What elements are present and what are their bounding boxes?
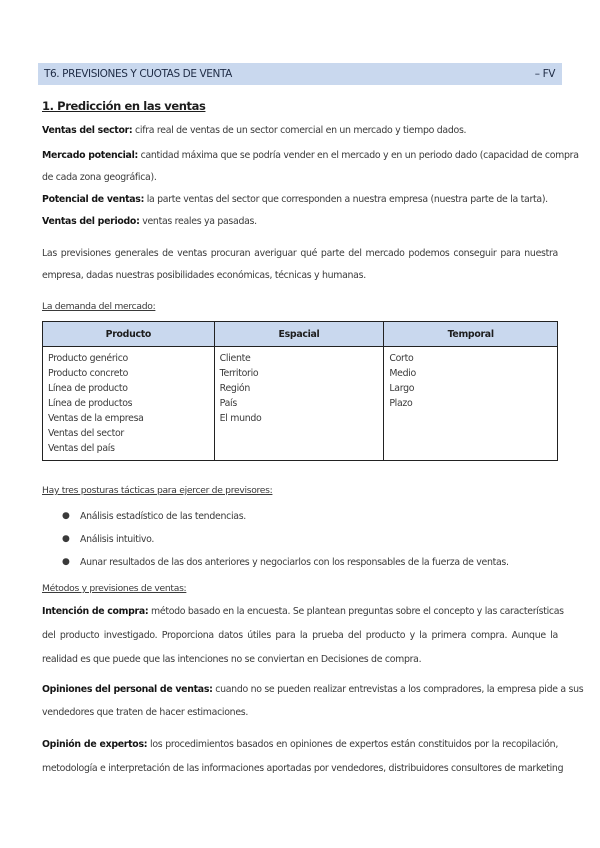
- method-intencion-compra: Intención de compra: método basado en la encuesta. Se plantean preguntas sobre el concepto y las características: [42, 606, 564, 617]
- method-intencion-compra-line3: realidad es que puede que las intenciones no se conviertan en Decisiones de compra.: [42, 654, 422, 665]
- methods-subtitle: Métodos y previsiones de ventas:: [42, 583, 187, 594]
- definition-ventas-periodo: Ventas del periodo: ventas reales ya pasadas.: [42, 216, 257, 227]
- method-opiniones-personal: Opiniones del personal de ventas: cuando no se pueden realizar entrevistas a los compradores, la empresa pide a sus: [42, 684, 584, 695]
- table-header-espacial: Espacial: [214, 322, 384, 347]
- definition-ventas-sector: Ventas del sector: cifra real de ventas de un sector comercial en un mercado y tiempo dados.: [42, 125, 467, 136]
- document-header: [38, 63, 562, 85]
- section-title: 1. Predicción en las ventas: [42, 99, 206, 113]
- bullet-icon: ●: [62, 557, 70, 567]
- definition-potencial-ventas: Potencial de ventas: la parte ventas del sector que corresponden a nuestra empresa (nuestra parte de la tarta).: [42, 194, 548, 205]
- bullet-icon: ●: [62, 534, 70, 544]
- table-header-temporal: Temporal: [384, 322, 558, 347]
- table-cell-producto: Producto genérico Producto concreto Línea de producto Línea de productos Ventas de la empresa Ventas del sector Ventas del país: [43, 347, 215, 461]
- method-intencion-compra-line2: del producto investigado. Proporciona datos útiles para la prueba del producto y la primera compra. Aunque la: [42, 630, 558, 641]
- demand-table: [42, 321, 558, 461]
- definition-mercado-potencial-cont: de cada zona geográfica).: [42, 172, 157, 183]
- method-opiniones-personal-line2: vendedores que traten de hacer estimaciones.: [42, 707, 249, 718]
- intro-paragraph-cont: empresa, dadas nuestras posibilidades económicas, técnicas y humanas.: [42, 270, 366, 281]
- list-item: ● Análisis estadístico de las tendencias.: [62, 505, 509, 528]
- table-header-producto: Producto: [43, 322, 215, 347]
- table-cell-espacial: Cliente Territorio Región País El mundo: [214, 347, 384, 461]
- method-opinion-expertos: Opinión de expertos: los procedimientos basados en opiniones de expertos están constituidos por la recopilación,: [42, 739, 559, 750]
- postures-subtitle: Hay tres posturas tácticas para ejercer de previsores:: [42, 485, 273, 496]
- list-item: ● Análisis intuitivo.: [62, 528, 509, 551]
- bullet-icon: ●: [62, 511, 70, 521]
- intro-paragraph: Las previsiones generales de ventas procuran averiguar qué parte del mercado podemos conseguir para nuestra: [42, 248, 558, 259]
- method-opinion-expertos-line2: metodología e interpretación de las informaciones aportadas por vendedores, distribuidores consultores de marketing: [42, 763, 564, 774]
- list-item: ● Aunar resultados de las dos anteriores y negociarlos con los responsables de la fuerza de ventas.: [62, 551, 509, 574]
- header-author: – FV: [534, 68, 555, 80]
- header-title: T6. PREVISIONES Y CUOTAS DE VENTA: [44, 68, 232, 80]
- demand-subtitle: La demanda del mercado:: [42, 301, 156, 312]
- postures-list: [62, 505, 509, 574]
- table-cell-temporal: Corto Medio Largo Plazo: [384, 347, 558, 461]
- definition-mercado-potencial: Mercado potencial: cantidad máxima que se podría vender en el mercado y en un periodo dado (capacidad de compra: [42, 150, 579, 161]
